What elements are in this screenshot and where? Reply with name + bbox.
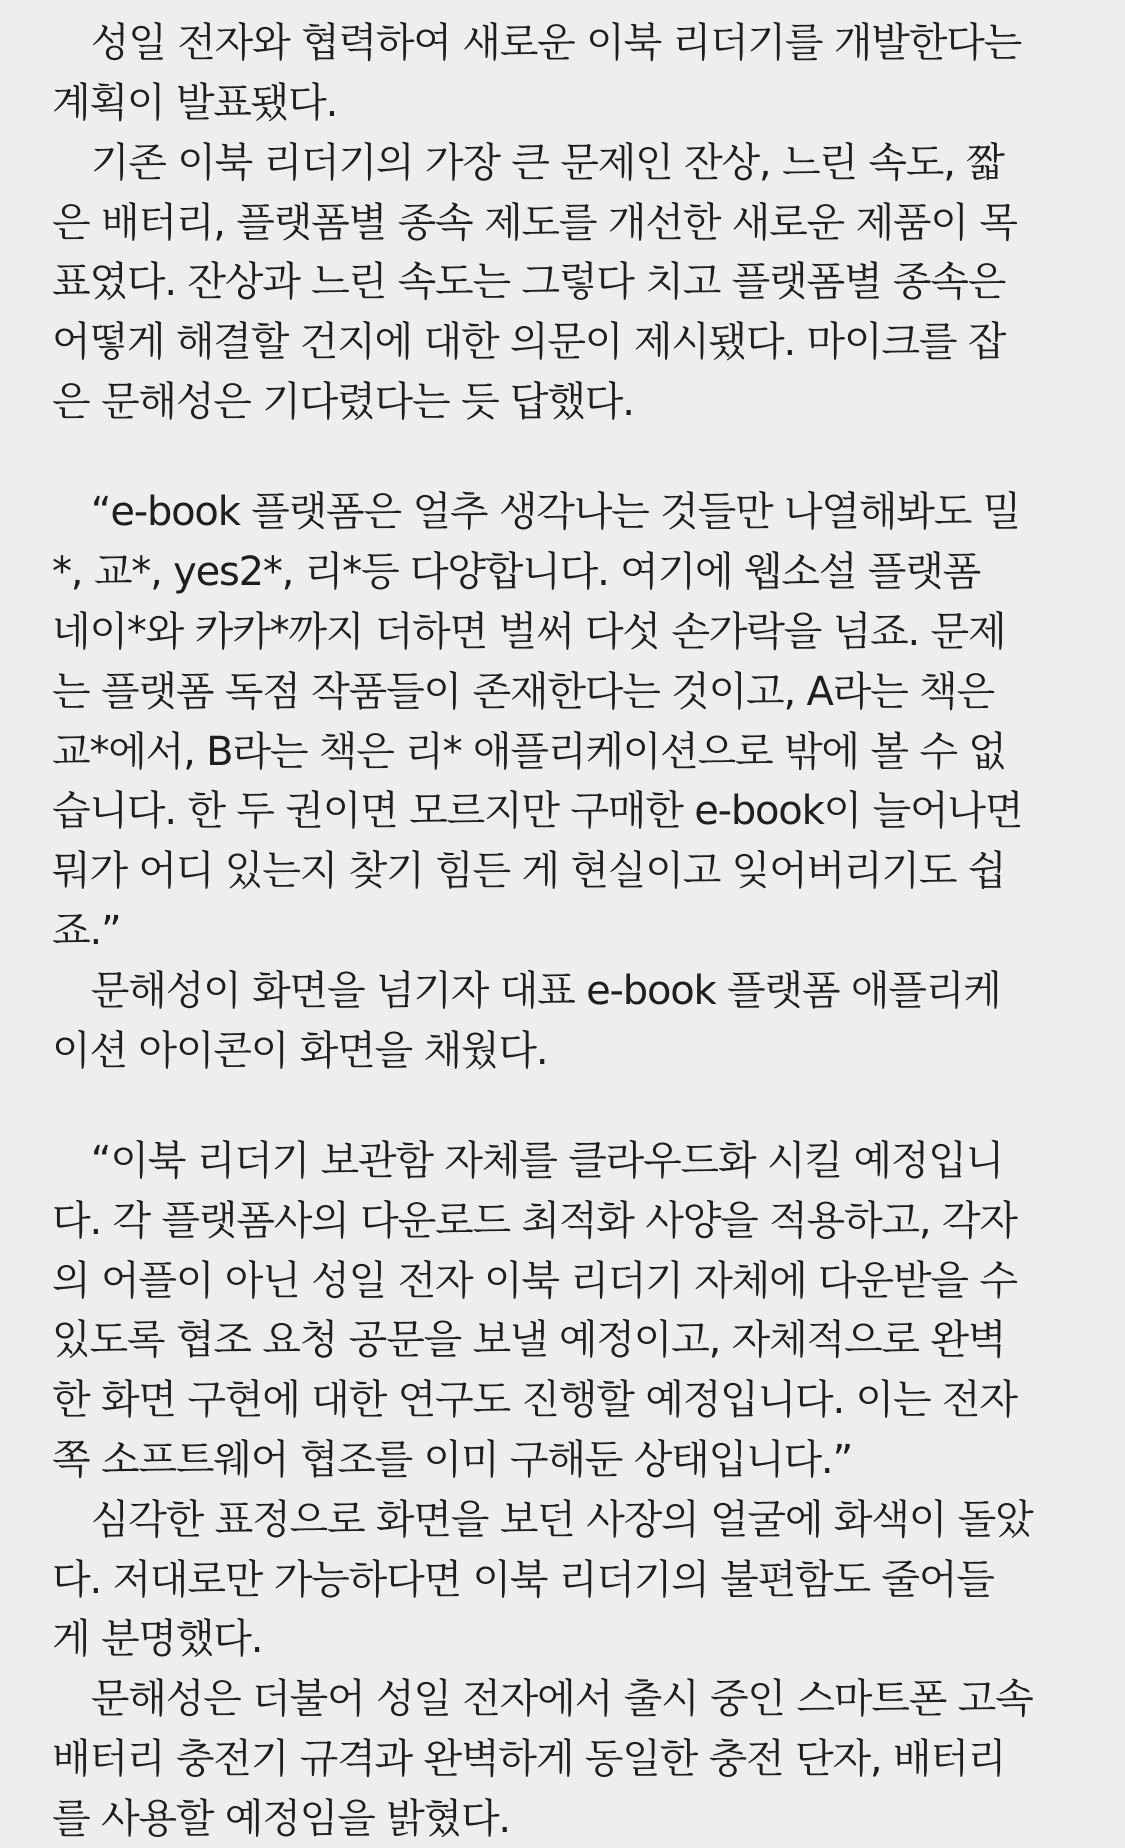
text-line: 뭐가 어디 있는지 찾기 힘든 게 현실이고 잊어버리기도 쉽 bbox=[52, 848, 1006, 894]
text-line: 은 배터리, 플랫폼별 종속 제도를 개선한 새로운 제품이 목 bbox=[52, 200, 1017, 246]
text-line: 습니다. 한 두 권이면 모르지만 구매한 e-book이 늘어나면 bbox=[52, 788, 1023, 834]
text-line: 를 사용할 예정임을 밝혔다. bbox=[52, 1796, 510, 1842]
text-line: 게 분명했다. bbox=[52, 1616, 263, 1662]
text-line: 은 문해성은 기다렸다는 듯 답했다. bbox=[52, 379, 634, 425]
text-line: 다. 저대로만 가능하다면 이북 리더기의 불편함도 줄어들 bbox=[52, 1557, 994, 1603]
text-line: 교*에서, B라는 책은 리* 애플리케이션으로 밖에 볼 수 없 bbox=[52, 729, 1006, 775]
text-line: 다. 각 플랫폼사의 다운로드 최적화 사양을 적용하고, 각자 bbox=[52, 1198, 1017, 1244]
text-line: 죠.” bbox=[52, 908, 121, 954]
text-line: 성일 전자와 협력하여 새로운 이북 리더기를 개발한다는 bbox=[52, 20, 1022, 66]
text-line: 계획이 발표됐다. bbox=[52, 80, 338, 126]
text-line: “e-book 플랫폼은 얼추 생각나는 것들만 나열해봐도 밀 bbox=[52, 489, 1021, 535]
text-line: *, 교*, yes2*, 리*등 다양합니다. 여기에 웹소설 플랫폼 bbox=[52, 549, 981, 595]
text-line: 는 플랫폼 독점 작품들이 존재한다는 것이고, A라는 책은 bbox=[52, 669, 994, 715]
text-line: 쪽 소프트웨어 협조를 이미 구해둔 상태입니다.” bbox=[52, 1437, 852, 1483]
text-line: 이션 아이콘이 화면을 채웠다. bbox=[52, 1028, 548, 1074]
text-line: 의 어플이 아닌 성일 전자 이북 리더기 자체에 다운받을 수 bbox=[52, 1258, 1017, 1304]
text-line: 기존 이북 리더기의 가장 큰 문제인 잔상, 느린 속도, 짧 bbox=[52, 140, 1004, 186]
text-line: 네이*와 카카*까지 더하면 벌써 다섯 손가락을 넘죠. 문제 bbox=[52, 609, 1006, 655]
text-line: 문해성이 화면을 넘기자 대표 e-book 플랫폼 애플리케 bbox=[52, 968, 1001, 1014]
text-line: 한 화면 구현에 대한 연구도 진행할 예정입니다. 이는 전자 bbox=[52, 1377, 1017, 1423]
text-line: “이북 리더기 보관함 자체를 클라우드화 시킬 예정입니 bbox=[52, 1138, 1004, 1184]
text-line: 배터리 충전기 규격과 완벽하게 동일한 충전 단자, 배터리 bbox=[52, 1736, 1006, 1782]
text-line: 표였다. 잔상과 느린 속도는 그렇다 치고 플랫폼별 종속은 bbox=[52, 259, 1006, 305]
text-line: 있도록 협조 요청 공문을 보낼 예정이고, 자체적으로 완벽 bbox=[52, 1317, 1006, 1363]
text-line: 어떻게 해결할 건지에 대한 의문이 제시됐다. 마이크를 잡 bbox=[52, 319, 1006, 365]
text-line: 문해성은 더불어 성일 전자에서 출시 중인 스마트폰 고속 bbox=[52, 1676, 1033, 1722]
text-line: 심각한 표정으로 화면을 보던 사장의 얼굴에 화색이 돌았 bbox=[52, 1497, 1033, 1543]
